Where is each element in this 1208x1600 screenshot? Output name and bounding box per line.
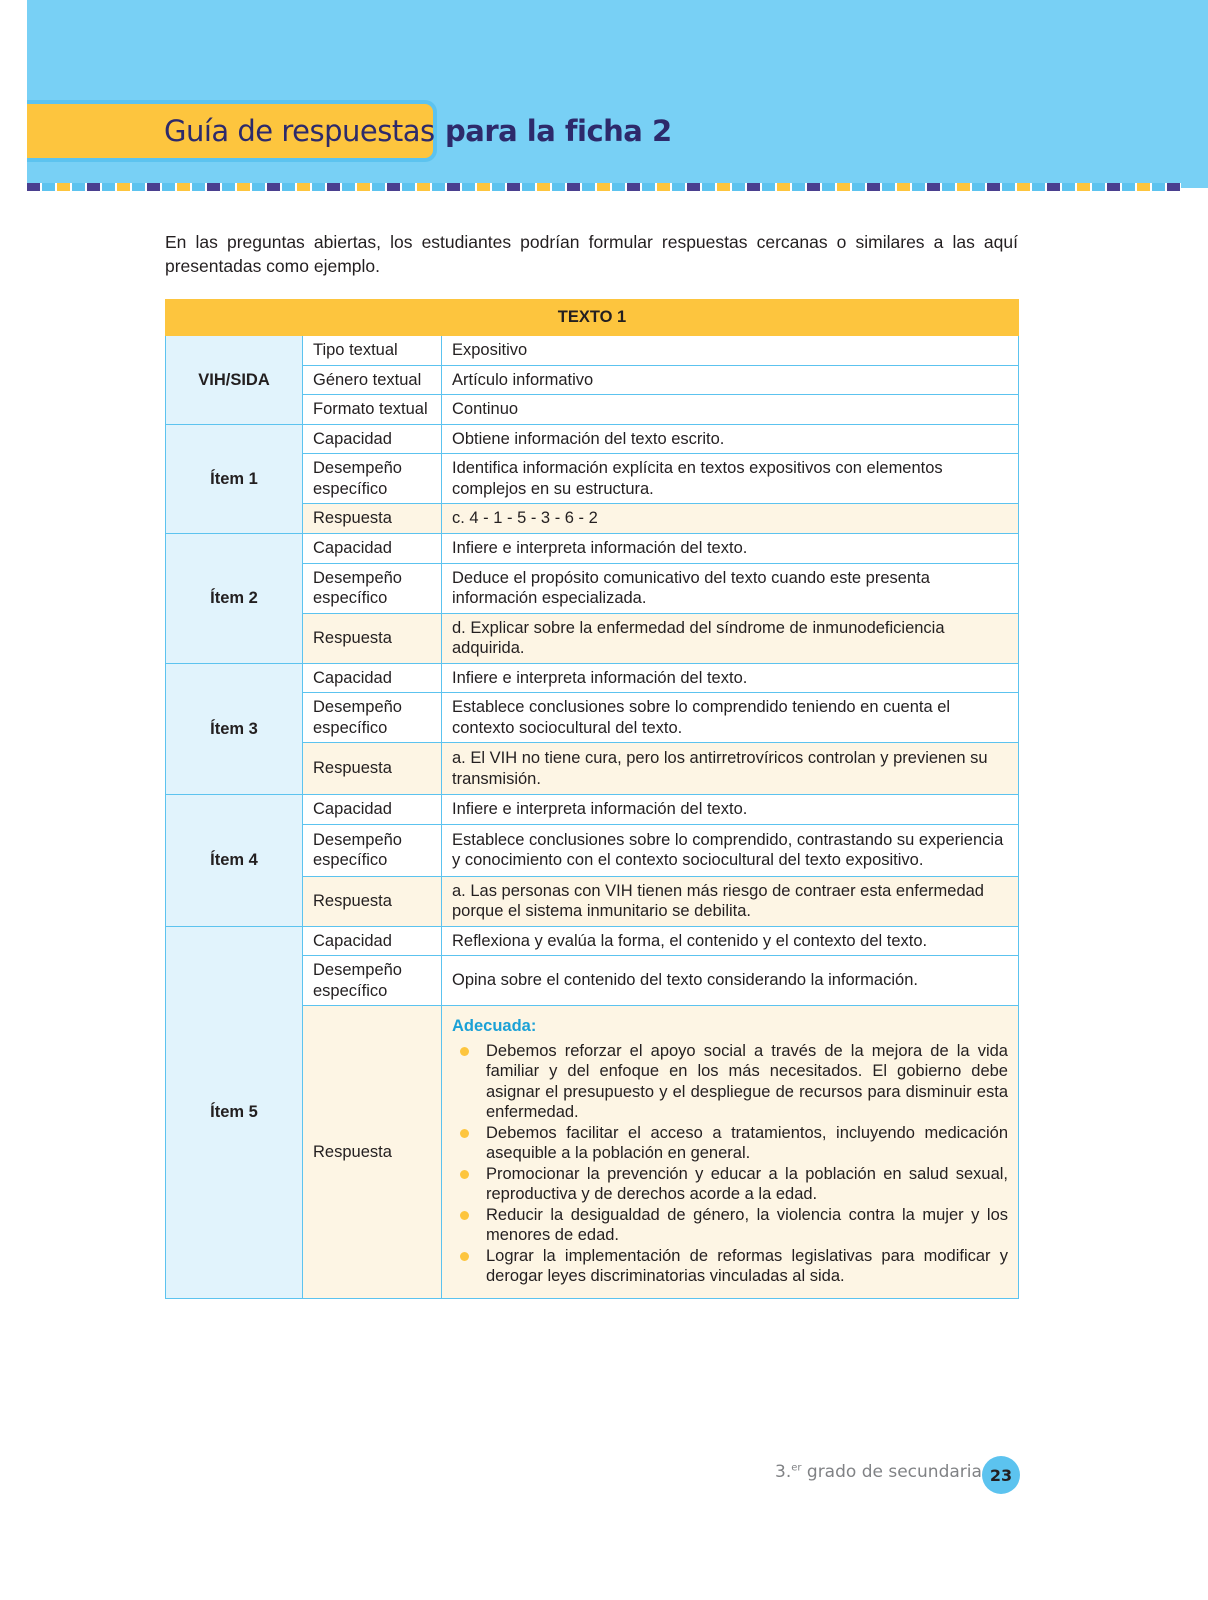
table-header-row: [166, 300, 1019, 336]
row-value: Infiere e interpreta información del texto.: [442, 534, 1019, 564]
row-value: Continuo: [442, 395, 1019, 425]
grade-text: grado de secundaria: [801, 1462, 982, 1482]
row-label: Respuesta: [303, 876, 442, 926]
row-value: [442, 1006, 1019, 1299]
bullet-text: Promocionar la prevención y educar a la población en salud sexual, reproductiva y de derechos acorde a la edad.: [486, 1164, 1008, 1203]
row-label: Desempeño específico: [303, 824, 442, 876]
table-row: [166, 926, 1019, 956]
list-item: [486, 1123, 1008, 1164]
table-row: [166, 424, 1019, 454]
row-value: Identifica información explícita en textos expositivos con elementos complejos en su estructura.: [442, 454, 1019, 504]
table-row: [166, 795, 1019, 825]
row-value: Infiere e interpreta información del texto.: [442, 663, 1019, 693]
bullet-text: Debemos reforzar el apoyo social a través de la mejora de la vida familiar y del enfoque en los más necesitados. El gobierno debe asignar el presupuesto y el despliegue de recursos para disminuir esta enfermedad.: [486, 1041, 1008, 1121]
row-value: Artículo informativo: [442, 365, 1019, 395]
row-label: Desempeño específico: [303, 956, 442, 1006]
title-box: [27, 100, 437, 162]
grade-superscript: er: [791, 1462, 802, 1474]
row-label: Capacidad: [303, 534, 442, 564]
row-value: Establece conclusiones sobre lo comprendido, contrastando su experiencia y conocimiento con el contexto sociocultural del texto expositivo.: [442, 824, 1019, 876]
bullet-dot-icon: [460, 1170, 469, 1179]
title-left: Guía de respuestas: [164, 114, 435, 148]
row-label: Desempeño específico: [303, 454, 442, 504]
row-label: Tipo textual: [303, 336, 442, 366]
answer-bullet-list: [452, 1041, 1008, 1287]
intro-paragraph: En las preguntas abiertas, los estudiantes podrían formular respuestas cercanas o similares a las aquí presentadas como ejemplo.: [165, 232, 1018, 276]
grade-label: [775, 1462, 982, 1482]
list-item: [486, 1205, 1008, 1246]
row-value: c. 4 - 1 - 5 - 3 - 6 - 2: [442, 504, 1019, 534]
title-right: para la ficha 2: [445, 114, 672, 148]
decorative-dash-strip: [27, 183, 1181, 191]
row-value: Reflexiona y evalúa la forma, el contenido y el contexto del texto.: [442, 926, 1019, 956]
bullet-dot-icon: [460, 1252, 469, 1261]
group-label: VIH/SIDA: [166, 336, 303, 425]
row-value: a. El VIH no tiene cura, pero los antirretrovíricos controlan y previenen su transmisión.: [442, 743, 1019, 795]
list-item: [486, 1164, 1008, 1205]
row-label: Respuesta: [303, 743, 442, 795]
row-label: Respuesta: [303, 504, 442, 534]
row-value: Establece conclusiones sobre lo comprendido teniendo en cuenta el contexto sociocultural del texto.: [442, 693, 1019, 743]
row-label: Desempeño específico: [303, 563, 442, 613]
group-label: Ítem 2: [166, 534, 303, 664]
row-value: Infiere e interpreta información del texto.: [442, 795, 1019, 825]
row-value: Deduce el propósito comunicativo del texto cuando este presenta información especializada.: [442, 563, 1019, 613]
answer-heading: Adecuada:: [452, 1017, 537, 1035]
table-row: [166, 663, 1019, 693]
row-label: Capacidad: [303, 926, 442, 956]
row-label: Respuesta: [303, 1006, 442, 1299]
answers-table: [165, 299, 1019, 1299]
row-value: Obtiene información del texto escrito.: [442, 424, 1019, 454]
row-value: Expositivo: [442, 336, 1019, 366]
row-label: Respuesta: [303, 613, 442, 663]
group-label: Ítem 1: [166, 424, 303, 534]
table-heading: TEXTO 1: [166, 300, 1019, 336]
group-label: Ítem 5: [166, 926, 303, 1299]
row-label: Desempeño específico: [303, 693, 442, 743]
bullet-text: Debemos facilitar el acceso a tratamientos, incluyendo medicación asequible a la población en general.: [486, 1123, 1008, 1162]
bullet-dot-icon: [460, 1129, 469, 1138]
bullet-dot-icon: [460, 1211, 469, 1220]
table-body: [166, 336, 1019, 1299]
bullet-text: Lograr la implementación de reformas legislativas para modificar y derogar leyes discriminatorias vinculadas al sida.: [486, 1246, 1008, 1285]
list-item: [486, 1041, 1008, 1123]
row-label: Formato textual: [303, 395, 442, 425]
row-label: Género textual: [303, 365, 442, 395]
row-label: Capacidad: [303, 663, 442, 693]
row-label: Capacidad: [303, 424, 442, 454]
grade-number: 3.: [775, 1462, 792, 1482]
list-item: [486, 1246, 1008, 1287]
row-value: d. Explicar sobre la enfermedad del síndrome de inmunodeficiencia adquirida.: [442, 613, 1019, 663]
row-value: a. Las personas con VIH tienen más riesgo de contraer esta enfermedad porque el sistema inmunitario se debilita.: [442, 876, 1019, 926]
group-label: Ítem 4: [166, 795, 303, 927]
group-label: Ítem 3: [166, 663, 303, 795]
page-number-badge: 23: [982, 1456, 1020, 1494]
table-row: [166, 534, 1019, 564]
bullet-dot-icon: [460, 1047, 469, 1056]
table-row: [166, 336, 1019, 366]
row-value: Opina sobre el contenido del texto considerando la información.: [442, 956, 1019, 1006]
row-label: Capacidad: [303, 795, 442, 825]
bullet-text: Reducir la desigualdad de género, la violencia contra la mujer y los menores de edad.: [486, 1205, 1008, 1244]
